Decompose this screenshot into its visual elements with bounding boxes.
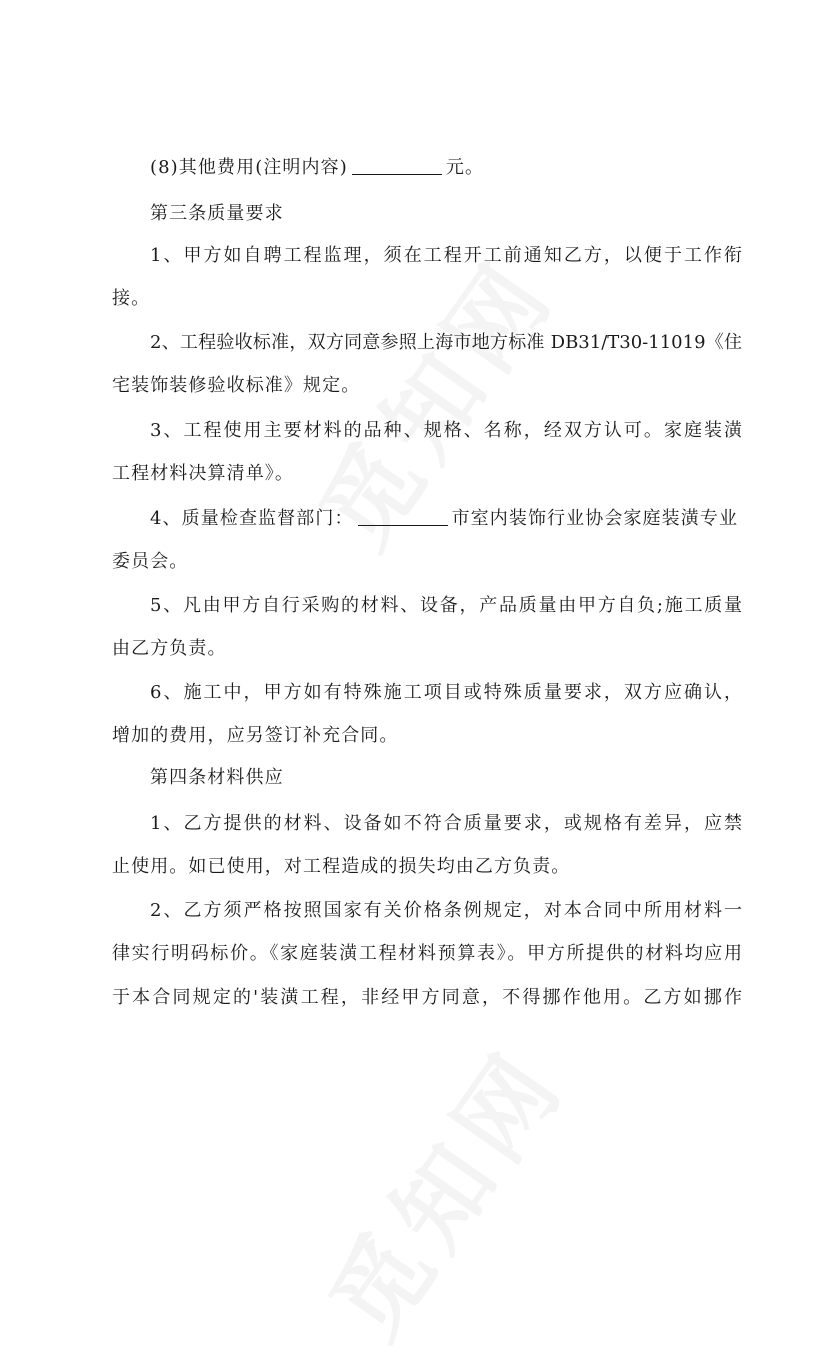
- fee-blank: [352, 156, 442, 175]
- fee-label: (8)其他费用(注明内容): [150, 157, 348, 178]
- section-heading-materials: 第四条材料供应: [150, 767, 284, 788]
- supervision-label: 4、质量检查监督部门：: [150, 508, 354, 529]
- paragraph-line: 1、乙方提供的材料、设备如不符合质量要求，或规格有差异，应禁: [150, 813, 742, 834]
- paragraph-line: 2、乙方须严格按照国家有关价格条例规定，对本合同中所用材料一: [150, 900, 742, 921]
- paragraph-line: 工程材料决算清单》。: [112, 463, 294, 484]
- paragraph-line: 律实行明码标价。《家庭装潢工程材料预算表》。甲方所提供的材料均应用: [112, 943, 742, 964]
- line-supervision-dept: [150, 506, 738, 532]
- paragraph-line: 5、凡由甲方自行采购的材料、设备，产品质量由甲方自负;施工质量: [150, 595, 742, 616]
- paragraph-line: 2、工程验收标准，双方同意参照上海市地方标准 DB31/T30-11019《住: [150, 332, 742, 353]
- paragraph-line: 由乙方负责。: [112, 638, 227, 659]
- paragraph-line: 委员会。: [112, 551, 189, 572]
- paragraph-line: 于本合同规定的'装潢工程，非经甲方同意，不得挪作他用。乙方如挪作: [112, 987, 742, 1008]
- paragraph-line: 宅装饰装修验收标准》规定。: [112, 375, 361, 396]
- line-other-fees: [150, 155, 484, 181]
- section-heading-quality: 第三条质量要求: [150, 203, 284, 224]
- supervision-blank: [358, 507, 448, 526]
- paragraph-line: 1、甲方如自聘工程监理，须在工程开工前通知乙方，以便于工作衔: [150, 245, 742, 266]
- watermark-bottom: [293, 1017, 591, 1361]
- paragraph-line: 增加的费用，应另签订补充合同。: [112, 725, 399, 746]
- paragraph-line: 3、工程使用主要材料的品种、规格、名称，经双方认可。家庭装潢: [150, 420, 742, 441]
- paragraph-line: 止使用。如已使用，对工程造成的损失均由乙方负责。: [112, 856, 571, 877]
- fee-unit: 元。: [445, 157, 485, 178]
- paragraph-line: 6、施工中，甲方如有特殊施工项目或特殊质量要求，双方应确认，: [150, 682, 742, 703]
- paragraph-line: 接。: [112, 288, 151, 309]
- supervision-text: 市室内装饰行业协会家庭装潢专业: [451, 508, 739, 529]
